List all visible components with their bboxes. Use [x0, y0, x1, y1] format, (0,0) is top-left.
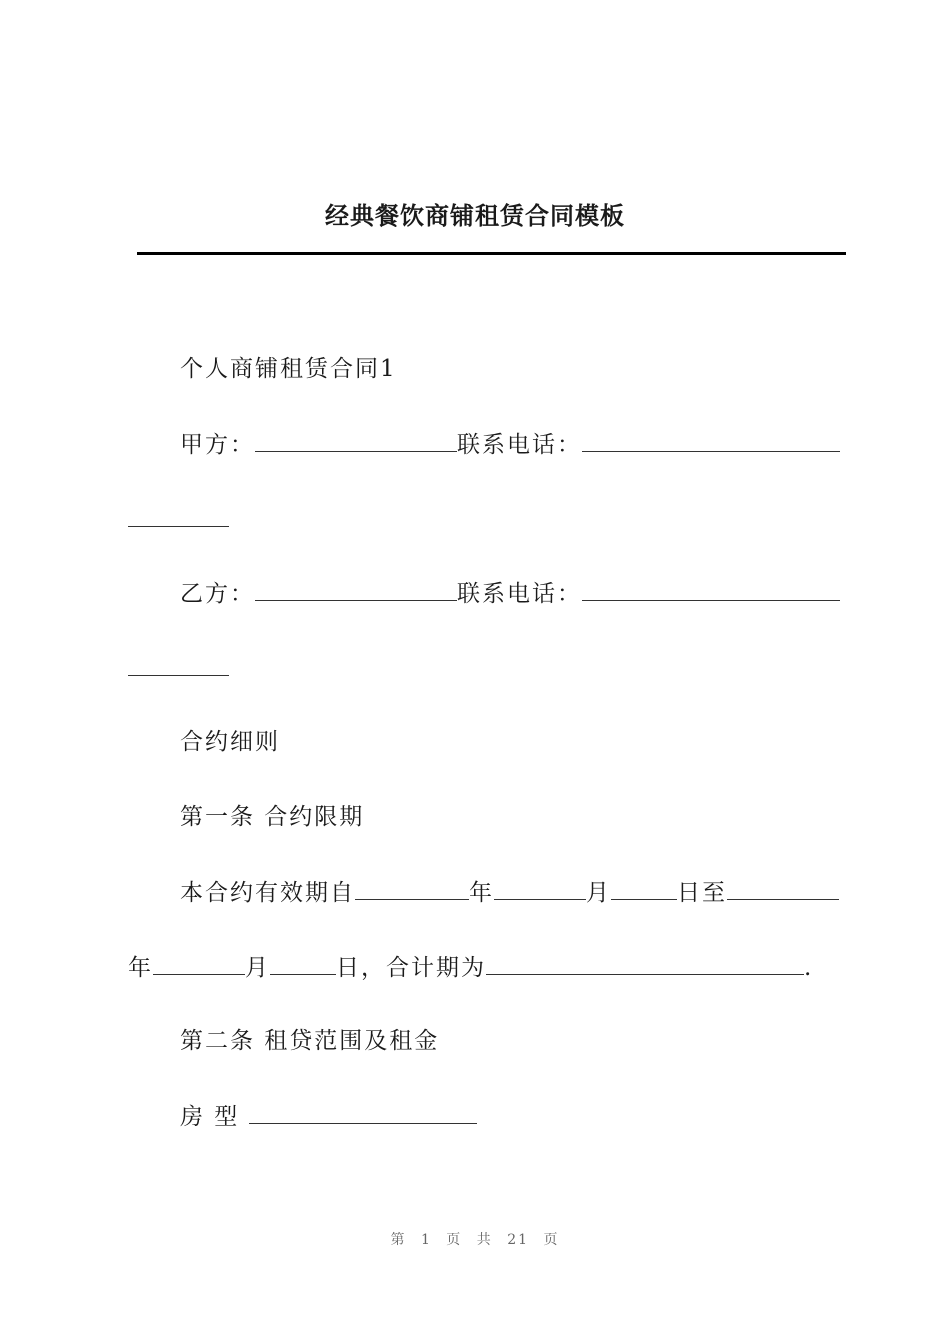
party-b-phone-blank-cont — [128, 653, 229, 676]
start-year-label: 年 — [469, 880, 494, 906]
party-a-phone-blank-cont — [128, 504, 229, 527]
party-b-phone-label: 联系电话： — [457, 581, 582, 607]
start-month-label: 月 — [586, 880, 611, 906]
title-rule — [137, 252, 846, 255]
page-footer: 第 1 页 共 21 页 — [390, 1232, 560, 1248]
end-day-blank — [270, 952, 336, 975]
party-a-line — [180, 429, 840, 460]
day-to-label: 日至 — [677, 880, 727, 906]
room-type-label: 房 型 — [180, 1104, 240, 1130]
end-month-label: 月 — [245, 955, 270, 981]
article1-heading: 第一条 合约限期 — [180, 804, 365, 830]
party-b-blank — [255, 578, 457, 601]
party-a-phone-blank — [582, 429, 840, 452]
party-b-phone-blank — [582, 578, 840, 601]
day-total-label: 日，合计期为 — [336, 955, 486, 981]
party-a-blank — [255, 429, 457, 452]
start-year-blank — [355, 877, 469, 900]
total-period-blank — [486, 952, 804, 975]
period-line-2 — [128, 952, 813, 983]
contract-heading: 个人商铺租赁合同1 — [180, 356, 397, 382]
party-b-line — [180, 578, 840, 609]
start-month-blank — [494, 877, 586, 900]
end-month-blank — [153, 952, 245, 975]
period-line-1 — [180, 877, 839, 908]
room-type-line — [180, 1101, 477, 1132]
article2-heading: 第二条 租贷范围及租金 — [180, 1028, 440, 1054]
period-end-mark: . — [804, 955, 814, 981]
party-b-label: 乙方： — [180, 581, 255, 607]
party-a-continuation — [128, 504, 229, 535]
end-year-label: 年 — [128, 955, 153, 981]
party-a-label: 甲方： — [180, 432, 255, 458]
party-b-continuation — [128, 653, 229, 684]
party-a-phone-label: 联系电话： — [457, 432, 582, 458]
end-year-blank — [727, 877, 839, 900]
details-heading: 合约细则 — [180, 729, 280, 755]
room-type-blank — [249, 1101, 477, 1124]
period-start-text: 本合约有效期自 — [180, 880, 355, 906]
start-day-blank — [611, 877, 677, 900]
document-title: 经典餐饮商铺租赁合同模板 — [325, 202, 625, 230]
